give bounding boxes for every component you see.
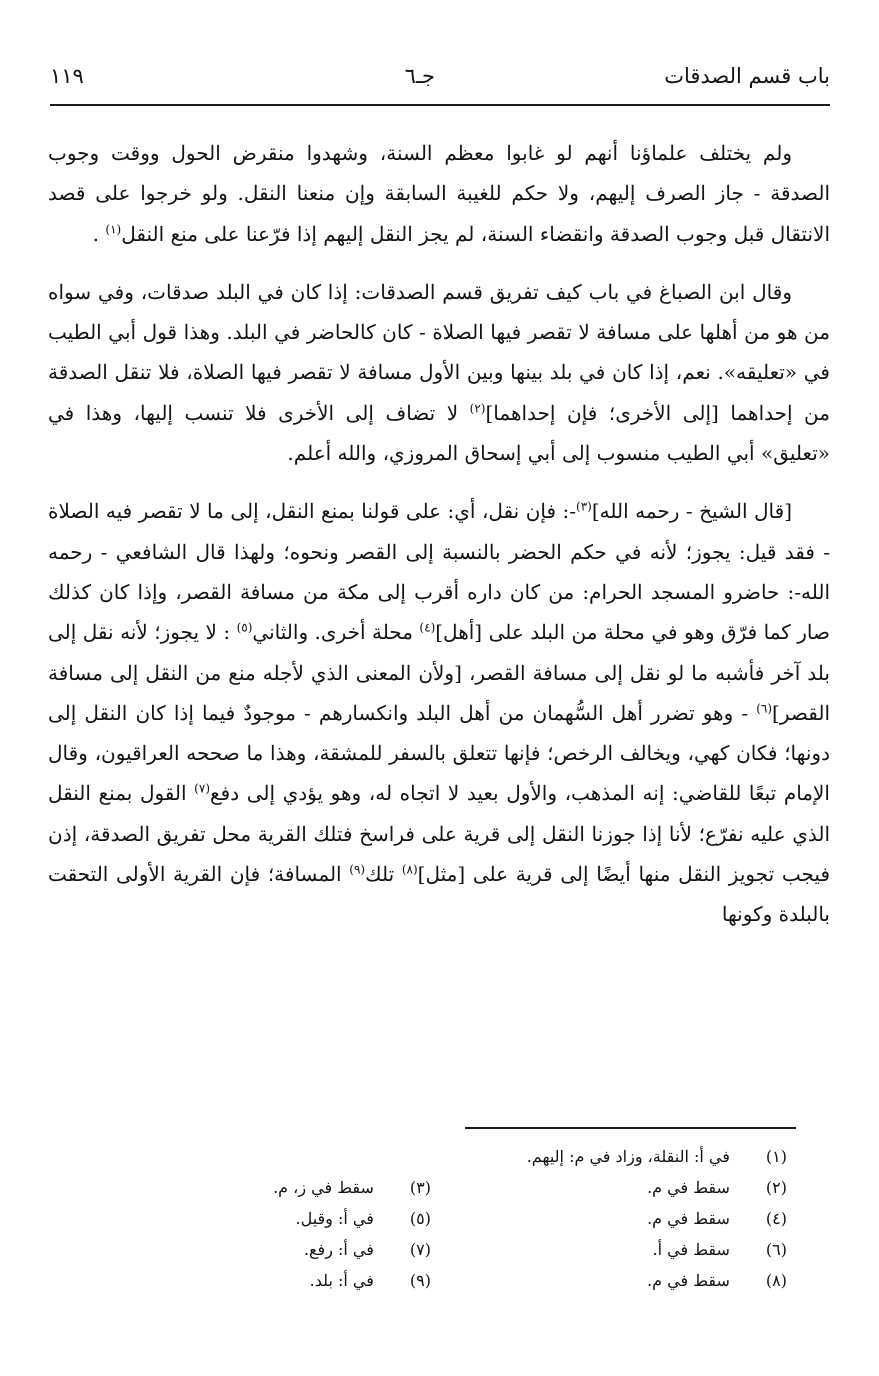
main-text bbox=[48, 133, 830, 935]
footnote-text: في أ: بلد. bbox=[309, 1271, 374, 1290]
footnote-reference: (٦) bbox=[756, 701, 773, 716]
volume-label: جـ٦ bbox=[404, 64, 435, 88]
footnote-text: في أ: وقيل. bbox=[295, 1209, 374, 1228]
text-run: : لا يجوز؛ لأنه نقل إلى بلد آخر فأشبه ما لو نقل إلى مسافة القصر، [ولأن المعنى الذي لأجله منع من النقل إلى مسافة القصر] bbox=[48, 620, 830, 725]
running-header bbox=[50, 60, 830, 100]
header-rule bbox=[50, 104, 830, 106]
footnote-text: سقط في ز، م. bbox=[273, 1178, 374, 1197]
footnote-9 bbox=[310, 1271, 431, 1291]
text-run: . bbox=[92, 221, 106, 246]
footnote-number: (٦) bbox=[765, 1240, 787, 1259]
text-run: - وهو تضرر أهل السُّهمان من أهل البلد وانكسارهم - موجودٌ فيما إذا كان النقل إلى دونها؛ فكان كهي، ويخالف الرخص؛ فإنها تتعلق بالسفر للمشقة، وهذا ما صححه العراقيون، وقال الإمام تبعًا للقاضي: إنه المذهب، والأول بعيد لا اتجاه له، وهو يؤدي إلى دفع bbox=[48, 700, 830, 806]
footnote-reference: (١) bbox=[105, 221, 122, 236]
footnote-5 bbox=[296, 1209, 432, 1229]
footnote-6 bbox=[653, 1240, 787, 1260]
footnote-reference: (٩) bbox=[349, 862, 366, 877]
footnote-text: سقط في م. bbox=[647, 1271, 730, 1290]
footnote-reference: (٢) bbox=[469, 401, 486, 416]
footnote-number: (٨) bbox=[765, 1271, 787, 1290]
footnote-number: (٣) bbox=[409, 1178, 431, 1197]
paragraph bbox=[48, 133, 830, 254]
footnote-2 bbox=[647, 1178, 787, 1198]
footnote-reference: (٤) bbox=[419, 620, 436, 635]
footnote-1 bbox=[527, 1147, 787, 1167]
footnote-reference: (٨) bbox=[401, 862, 418, 877]
text-run: [قال الشيخ - رحمه الله] bbox=[591, 499, 792, 524]
text-run: تلك bbox=[365, 862, 402, 887]
footnote-number: (٩) bbox=[409, 1271, 431, 1290]
footnote-7 bbox=[304, 1240, 431, 1260]
footnote-number: (٥) bbox=[409, 1209, 431, 1228]
text-run: لا تضاف إلى الأخرى فلا تنسب إليها، وهذا في «تعليق» أبي الطيب منسوب إلى أبي إسحاق المروزي، والله أعلم. bbox=[48, 400, 830, 466]
footnote-4 bbox=[647, 1209, 787, 1229]
footnote-number: (٢) bbox=[765, 1178, 787, 1197]
chapter-title: باب قسم الصدقات bbox=[664, 64, 830, 88]
text-run: -: فإن نقل، أي: على قولنا بمنع النقل، إلى ما لا تقصر فيه الصلاة - فقد قيل: يجوز؛ لأنه في حكم الحضر بالنسبة إلى القصر ونحوه؛ ولهذا قال الشافعي - رحمه الله-: حاضرو المسجد الحرام: من كان داره أقرب إلى مكة من مسافة القصر، وإذا كان كذلك صار كما فرّق وهو في محلة من البلد على [أهل] bbox=[48, 499, 830, 645]
footnote-reference: (٥) bbox=[236, 620, 253, 635]
footnote-text: سقط في أ. bbox=[652, 1240, 730, 1259]
footnote-number: (٧) bbox=[409, 1240, 431, 1259]
page-number: ١١٩ bbox=[50, 64, 84, 88]
footnote-rule bbox=[465, 1127, 796, 1129]
footnote-text: في أ: رفع. bbox=[303, 1240, 374, 1259]
text-run: ولم يختلف علماؤنا أنهم لو غابوا معظم السنة، وشهدوا منقرض الحول ووقت وجوب الصدقة - جاز الصرف إليهم، ولا حكم للغيبة السابقة وإن منعنا النقل. ولو خرجوا على قصد الانتقال قبل وجوب الصدقة وانقضاء السنة، لم يجز النقل إليهم إذا فرّعنا على منع النقل bbox=[48, 141, 831, 246]
paragraph bbox=[48, 491, 830, 934]
text-run: القول بمنع النقل الذي عليه نفرّع؛ لأنا إذا جوزنا النقل إلى قرية على فراسخ فتلك القرية محل تفريق الصدقة، إذن فيجب تجويز النقل منها أيضًا إلى قرية على [مثل] bbox=[48, 781, 831, 887]
footnote-text: سقط في م. bbox=[647, 1209, 730, 1228]
footnote-number: (٤) bbox=[765, 1209, 787, 1228]
footnote-reference: (٧) bbox=[194, 781, 210, 796]
footnote-reference: (٣) bbox=[576, 499, 592, 514]
paragraph bbox=[48, 272, 830, 473]
footnote-text: في أ: النقلة، وزاد في م: إليهم. bbox=[526, 1147, 730, 1166]
footnote-number: (١) bbox=[765, 1147, 787, 1166]
footnote-text: سقط في م. bbox=[647, 1178, 730, 1197]
text-run: محلة أخرى. والثاني bbox=[252, 620, 420, 645]
footnote-3 bbox=[273, 1178, 431, 1198]
footnote-8 bbox=[647, 1271, 787, 1291]
text-run: المسافة؛ فإن القرية الأولى التحقت بالبلدة وكونها bbox=[48, 862, 830, 927]
text-run: وقال ابن الصباغ في باب كيف تفريق قسم الصدقات: إذا كان في البلد صدقات، وفي سواه من هو من أهلها على مسافة لا تقصر فيها الصلاة - كان كالحاضر في البلد. وهذا قول أبي الطيب في «تعليقه». نعم، إذا كان في بلد بينها وبين الأول مسافة لا تقصر فيها الصلاة، فلا تنقل الصدقة من إحداهما [إلى الأخرى؛ فإن إحداهما] bbox=[48, 279, 830, 425]
